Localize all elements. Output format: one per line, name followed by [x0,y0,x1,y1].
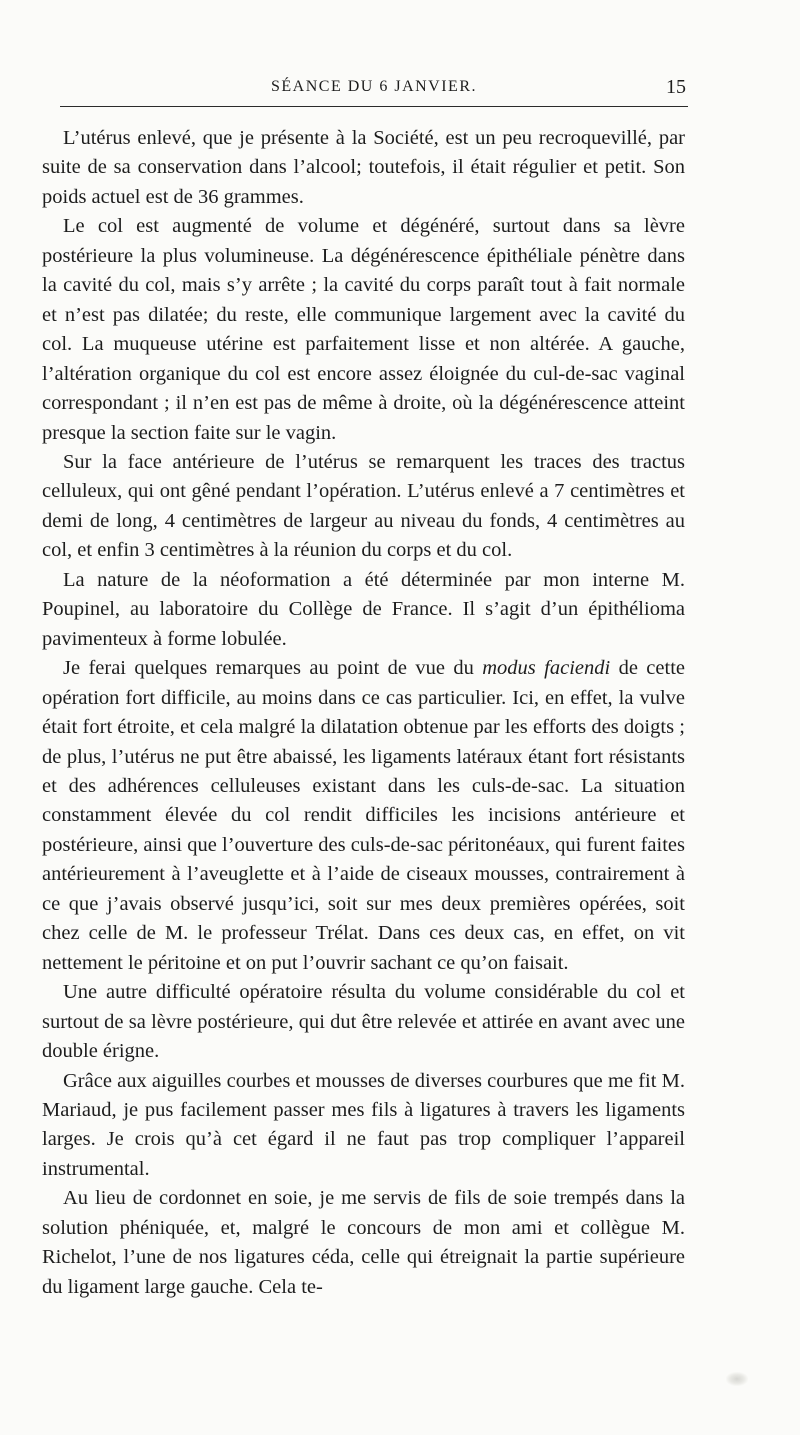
paragraph-modus-faciendi [42,654,685,978]
paragraph-neoformation-nature: La nature de la néoformation a été déterminée par mon interne M. Poupinel, au laboratoire du Collège de France. Il s’agit d’un épithélioma pavimenteux à forme lobulée. [42,568,685,650]
paragraph-cervix-degeneration: Le col est augmenté de volume et dégénéré, surtout dans sa lèvre postérieure la plus volumineuse. La dégénérescence épithéliale pénètre dans la cavité du col, mais s’y arrête ; la cavité du corps paraît tout à fait normale et n’est pas dilatée; du reste, elle communique largement avec la cavité du col. La muqueuse utérine est parfaitement lisse et non altérée. A gauche, l’altération organique du col est encore assez éloignée du cul-de-sac vaginal correspondant ; il n’en est pas de même à droite, où la dégénérescence atteint presque la section faite sur le vagin. [42,215,685,444]
paragraph-uterus-description: L’utérus enlevé, que je présente à la Société, est un peu recroquevillé, par suite de sa conservation dans l’alcool; toutefois, il était régulier et petit. Son poids actuel est de 36 grammes. [42,127,685,208]
paper-spot [726,1372,748,1386]
paragraph-curved-needles: Grâce aux aiguilles courbes et mousses de diverses courbures que me fit M. Mariaud, je pus facilement passer mes fils à ligatures à travers les ligaments larges. Je crois qu’à cet égard il ne faut pas trop compliquer l’appareil instrumental. [42,1069,685,1180]
paragraph-silk-ligatures: Au lieu de cordonnet en soie, je me servis de fils de soie trempés dans la solution phéniquée, et, malgré le concours de mon ami et collègue M. Richelot, l’une de nos ligatures céda, celle qui étreignait la partie supérieure du ligament large gauche. Cela te- [42,1187,685,1298]
paragraph-anterior-face: Sur la face antérieure de l’utérus se remarquent les traces des tractus celluleux, qui ont gêné pendant l’opération. L’utérus enlevé a 7 centimètres et demi de long, 4 centimètres de largeur au niveau du fonds, 4 centimètres au col, et enfin 3 centimètres à la réunion du corps et du col. [42,450,685,562]
running-title: SÉANCE DU 6 JANVIER. [271,78,477,95]
body-text [42,124,685,1302]
paragraph-modus-faciendi-lead: Je ferai quelques remarques au point de vue du [63,657,483,680]
paragraph-second-difficulty: Une autre difficulté opératoire résulta du volume considérable du col et surtout de sa lèvre postérieure, qui dut être relevée et attirée en avant avec une double érigne. [42,981,685,1063]
header-rule [60,106,688,107]
paragraph-modus-faciendi-rest: de cette opération fort difficile, au moins dans ce cas particulier. Ici, en effet, la vulve était fort étroite, et cela malgré la dilatation obtenue par les efforts des doigts ; de plus, l’utérus ne put être abaissé, les ligaments latéraux étant fort résistants et des adhérences celluleuses existant dans les culs-de-sac. La situation constamment élevée du col rendit difficiles les incisions antérieure et postérieure, ainsi que l’ouverture des culs-de-sac péritonéaux, qui furent faites antérieurement à l’aveuglette et à l’aide de ciseaux mousses, contrairement à ce que j’avais observé jusqu’ici, soit sur mes deux premières opérées, soit chez celle de M. le professeur Trélat. Dans ces deux cas, en effet, on vit nettement le péritoine et on put l’ouvrir sachant ce qu’on faisait. [42,657,685,974]
running-head [60,74,688,102]
page-number: 15 [666,76,686,98]
modus-faciendi-term: modus faciendi [482,657,611,680]
